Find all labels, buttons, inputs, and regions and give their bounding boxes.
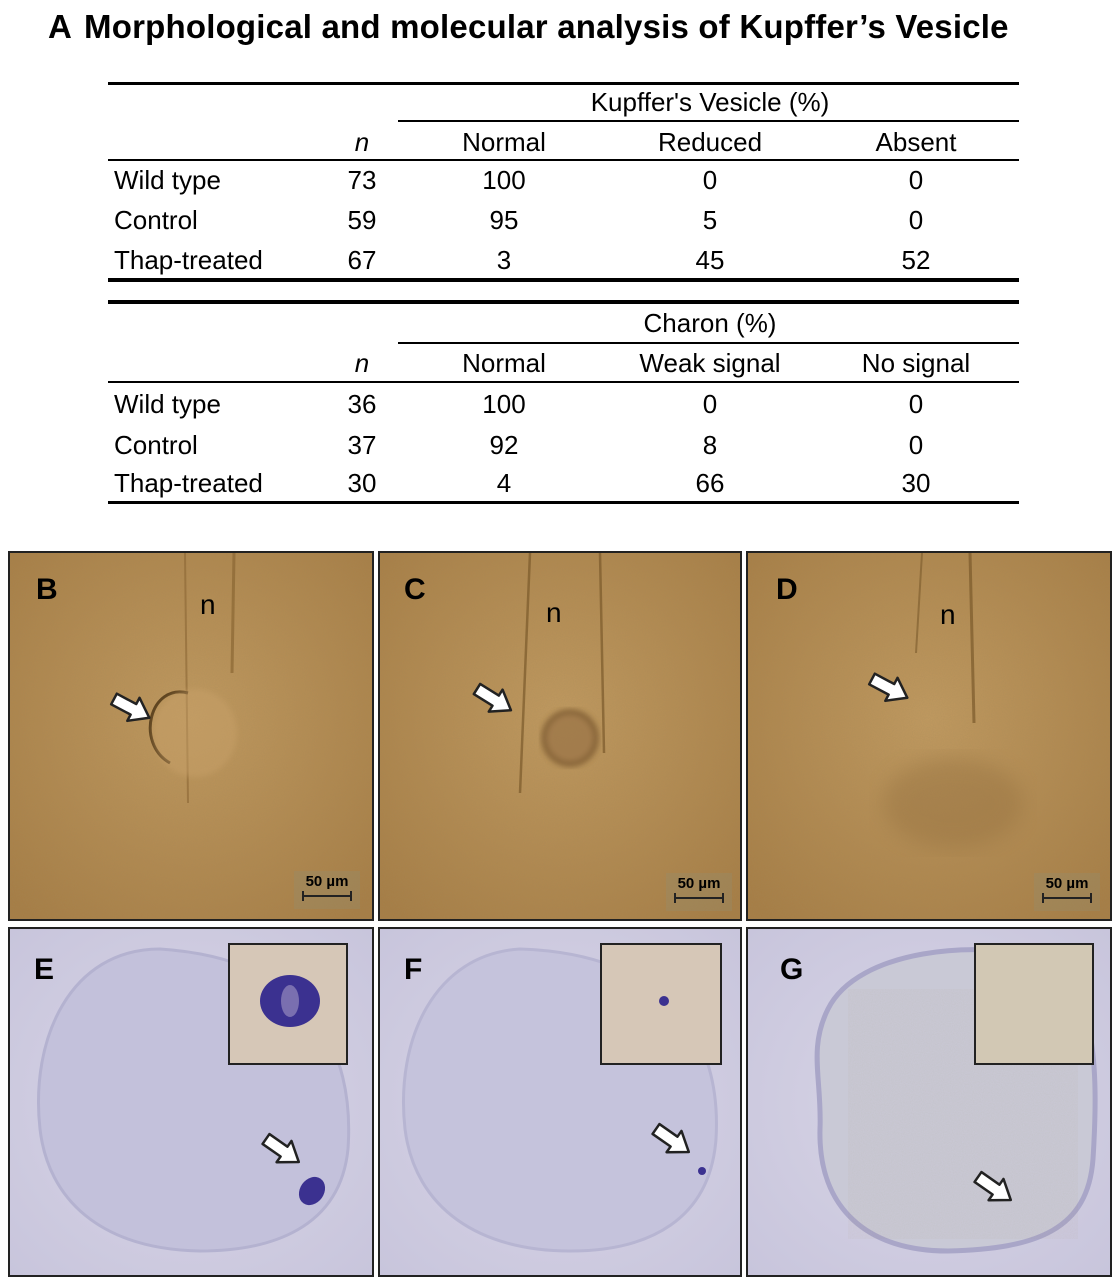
figure-title-text: Morphological and molecular analysis of Kupffer’s Vesicle [84,8,1009,45]
row-value: 3 [496,245,512,275]
row-n: 30 [347,468,377,498]
inset-stain-image [230,945,346,1063]
row-label: Control [114,205,198,235]
panel-g-inset [974,943,1094,1065]
panel-f-ish [378,927,742,1277]
row-value: 45 [695,245,725,275]
row-n: 59 [347,205,377,235]
row-n: 37 [347,430,377,460]
row-value: 8 [702,430,718,460]
scale-bar [1034,873,1100,911]
group-rule [398,342,1019,344]
header-rule [108,381,1019,383]
panel-e-ish [8,927,374,1277]
table-top-rule [108,300,1019,304]
panel-e-letter: E [34,953,55,986]
panel-e-inset [228,943,348,1065]
scale-bar-label: 50 µm [305,873,349,890]
charon-table [108,300,1019,506]
row-value: 5 [702,205,718,235]
table-bottom-rule [108,278,1019,282]
inset-stain-image [602,945,720,1063]
col-header-absent: Absent [875,127,957,157]
scale-bar-label: 50 µm [677,875,721,892]
row-value: 30 [901,468,931,498]
col-header-normal: Normal [462,127,546,157]
group-rule [398,120,1019,122]
col-header-no-signal: No signal [861,348,971,378]
row-label: Thap-treated [114,468,263,498]
panel-f-letter: F [404,953,423,986]
row-value: 66 [695,468,725,498]
row-value: 0 [702,389,718,419]
n-header: n [354,127,370,157]
panel-a-letter: A [48,8,73,45]
row-label: Control [114,430,198,460]
scale-bar [666,873,732,911]
panel-b-image [10,553,372,919]
scale-bar-label: 50 µm [1045,875,1089,892]
row-n: 36 [347,389,377,419]
row-value: 0 [908,389,924,419]
row-label: Wild type [114,389,221,419]
notochord-label: n [940,599,956,630]
notochord-label: n [546,597,562,628]
panel-d-image [748,553,1110,919]
row-value: 0 [702,165,718,195]
panel-d-brightfield [746,551,1112,921]
panel-c-brightfield [378,551,742,921]
row-value: 52 [901,245,931,275]
row-value: 0 [908,165,924,195]
row-value: 0 [908,205,924,235]
row-label: Wild type [114,165,221,195]
header-rule [108,159,1019,161]
table-top-rule [108,82,1019,85]
figure-title [48,8,1009,46]
panel-g-letter: G [780,953,804,986]
row-value: 92 [489,430,519,460]
notochord-label: n [200,589,216,620]
n-header: n [354,348,370,378]
row-value: 100 [482,165,526,195]
col-header-normal: Normal [462,348,546,378]
col-header-weak-signal: Weak signal [639,348,781,378]
scale-bar [294,871,360,909]
row-value: 4 [496,468,512,498]
kv-table [108,82,1019,282]
row-n: 67 [347,245,377,275]
panel-b-letter: B [36,573,58,606]
panel-g-ish [746,927,1112,1277]
table-bottom-rule [108,501,1019,504]
panel-c-letter: C [404,573,426,606]
row-value: 95 [489,205,519,235]
panel-f-inset [600,943,722,1065]
panel-b-brightfield [8,551,374,921]
kv-group-header: Kupffer's Vesicle (%) [590,87,830,117]
panel-d-letter: D [776,573,798,606]
row-value: 100 [482,389,526,419]
row-value: 0 [908,430,924,460]
col-header-reduced: Reduced [657,127,763,157]
charon-group-header: Charon (%) [643,308,777,338]
row-n: 73 [347,165,377,195]
row-label: Thap-treated [114,245,263,275]
